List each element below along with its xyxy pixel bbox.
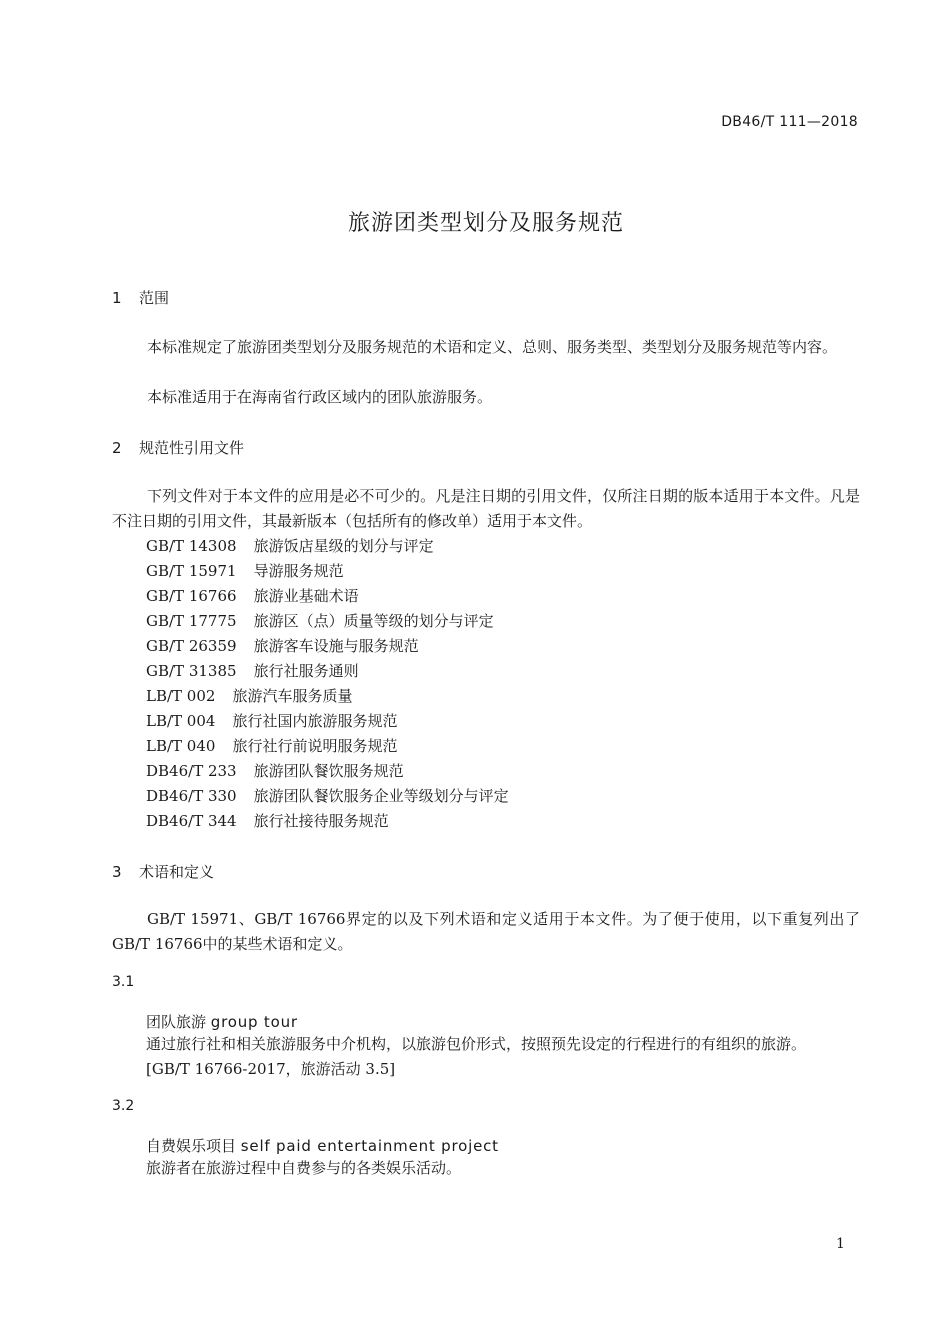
section-number: 2 — [112, 439, 122, 457]
reference-item — [146, 534, 509, 559]
reference-item — [146, 559, 509, 584]
reference-code: DB46/T 330 — [146, 787, 237, 805]
reference-title: 旅游区（点）质量等级的划分与评定 — [253, 612, 494, 630]
reference-title: 旅游饭店星级的划分与评定 — [253, 537, 434, 555]
term-title — [146, 1011, 298, 1032]
reference-title: 导游服务规范 — [253, 562, 344, 580]
section-title: 范围 — [139, 289, 170, 307]
reference-title: 旅游客车设施与服务规范 — [253, 637, 419, 655]
reference-title: 旅游团队餐饮服务企业等级划分与评定 — [253, 787, 509, 805]
reference-title: 旅行社行前说明服务规范 — [232, 737, 398, 755]
reference-code: GB/T 14308 — [146, 537, 237, 555]
reference-code: LB/T 002 — [146, 687, 216, 705]
scope-paragraph-1: 本标准规定了旅游团类型划分及服务规范的术语和定义、总则、服务类型、类型划分及服务规范等内容。 — [147, 338, 838, 356]
section-heading-references — [112, 437, 244, 458]
term-definition: 旅游者在旅游过程中自费参与的各类娱乐活动。 — [146, 1159, 462, 1177]
references-intro: 下列文件对于本文件的应用是必不可少的。凡是注日期的引用文件，仅所注日期的版本适用于本文件。凡是不注日期的引用文件，其最新版本（包括所有的修改单）适用于本文件。 — [112, 487, 860, 530]
reference-code: GB/T 31385 — [146, 662, 237, 680]
reference-code: GB/T 26359 — [146, 637, 237, 655]
term-number: 3.2 — [112, 1098, 135, 1114]
reference-item — [146, 684, 509, 709]
reference-title: 旅行社接待服务规范 — [253, 812, 389, 830]
reference-code: LB/T 004 — [146, 712, 216, 730]
reference-item — [146, 659, 509, 684]
terms-intro: GB/T 15971、GB/T 16766界定的以及下列术语和定义适用于本文件。为了便于使用，以下重复列出了GB/T 16766中的某些术语和定义。 — [112, 910, 860, 953]
reference-code: DB46/T 233 — [146, 762, 237, 780]
reference-title: 旅行社服务通则 — [253, 662, 359, 680]
page-number: 1 — [836, 1236, 845, 1252]
section-number: 1 — [112, 289, 122, 307]
term-title-en: self paid entertainment project — [240, 1137, 499, 1155]
section-heading-terms — [112, 861, 214, 882]
reference-item — [146, 634, 509, 659]
reference-item — [146, 609, 509, 634]
term-title — [146, 1135, 499, 1156]
term-source: [GB/T 16766-2017，旅游活动 3.5] — [146, 1060, 396, 1078]
reference-list — [146, 534, 509, 834]
reference-item — [146, 759, 509, 784]
reference-code: GB/T 16766 — [146, 587, 237, 605]
reference-code: GB/T 17775 — [146, 612, 237, 630]
reference-title: 旅游团队餐饮服务规范 — [253, 762, 404, 780]
reference-item — [146, 584, 509, 609]
reference-code: LB/T 040 — [146, 737, 216, 755]
term-title-zh: 自费娱乐项目 — [146, 1137, 237, 1155]
term-number: 3.1 — [112, 974, 135, 990]
scope-paragraph-2: 本标准适用于在海南省行政区域内的团队旅游服务。 — [147, 388, 493, 406]
reference-item — [146, 784, 509, 809]
term-title-en: group tour — [210, 1013, 298, 1031]
section-heading-scope — [112, 287, 169, 308]
reference-code: DB46/T 344 — [146, 812, 237, 830]
reference-title: 旅游汽车服务质量 — [232, 687, 353, 705]
reference-item — [146, 809, 509, 834]
reference-title: 旅行社国内旅游服务规范 — [232, 712, 398, 730]
reference-item — [146, 709, 509, 734]
section-title: 规范性引用文件 — [139, 439, 245, 457]
document-code: DB46/T 111—2018 — [721, 114, 858, 130]
document-title: 旅游团类型划分及服务规范 — [347, 211, 624, 236]
section-number: 3 — [112, 863, 122, 881]
term-title-zh: 团队旅游 — [146, 1013, 207, 1031]
reference-item — [146, 734, 509, 759]
reference-title: 旅游业基础术语 — [253, 587, 359, 605]
term-definition: 通过旅行社和相关旅游服务中介机构，以旅游包价形式，按照预先设定的行程进行的有组织的旅游。 — [146, 1035, 807, 1053]
reference-code: GB/T 15971 — [146, 562, 237, 580]
section-title: 术语和定义 — [139, 863, 215, 881]
